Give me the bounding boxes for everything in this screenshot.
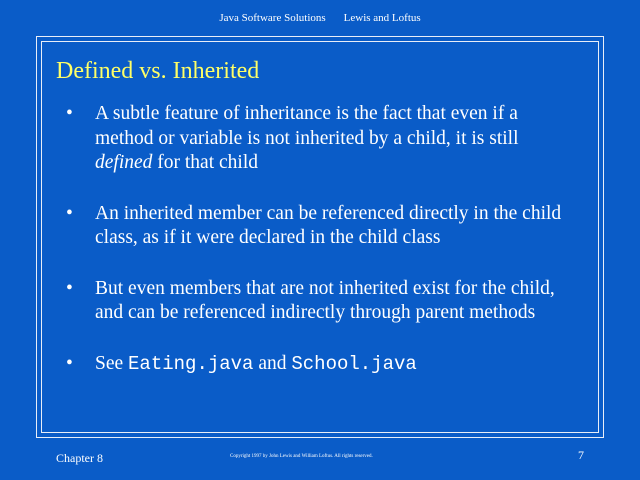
book-title: Java Software Solutions [219, 12, 326, 24]
bullet-dot-icon: • [66, 277, 73, 299]
bullet-emphasis: defined [95, 152, 153, 173]
bullet-text: An inherited member can be referenced directly in the child class, as if it were declared in the child class [95, 202, 562, 248]
bullet-dot-icon: • [66, 103, 73, 124]
bullet-text: A subtle feature of inheritance is the fact that even if a method or variable is not inherited by a child, it is still [95, 103, 519, 149]
slide-header [0, 12, 640, 24]
bullet-item [66, 202, 576, 251]
page-number: 7 [578, 448, 584, 462]
chapter-label: Chapter 8 [56, 451, 103, 465]
bullet-item [66, 277, 576, 326]
file-name-school: School.java [291, 352, 417, 375]
authors: Lewis and Loftus [343, 12, 421, 24]
bullet-dot-icon: • [66, 352, 73, 374]
slide-title: Defined vs. Inherited [56, 58, 260, 84]
bullet-list [66, 102, 576, 376]
bullet-text: But even members that are not inherited exist for the child, and can be referenced indirectly through parent methods [95, 277, 555, 323]
file-name-eating: Eating.java [128, 352, 254, 375]
bullet-item [66, 102, 576, 176]
bullet-text: and [253, 352, 292, 374]
bullet-text: for that child [152, 152, 258, 173]
bullet-text: See [95, 352, 129, 374]
bullet-item [66, 352, 576, 377]
bullet-dot-icon: • [66, 202, 73, 224]
copyright-notice: Copyright 1997 by John Lewis and William Loftus. All rights reserved. [230, 454, 373, 459]
